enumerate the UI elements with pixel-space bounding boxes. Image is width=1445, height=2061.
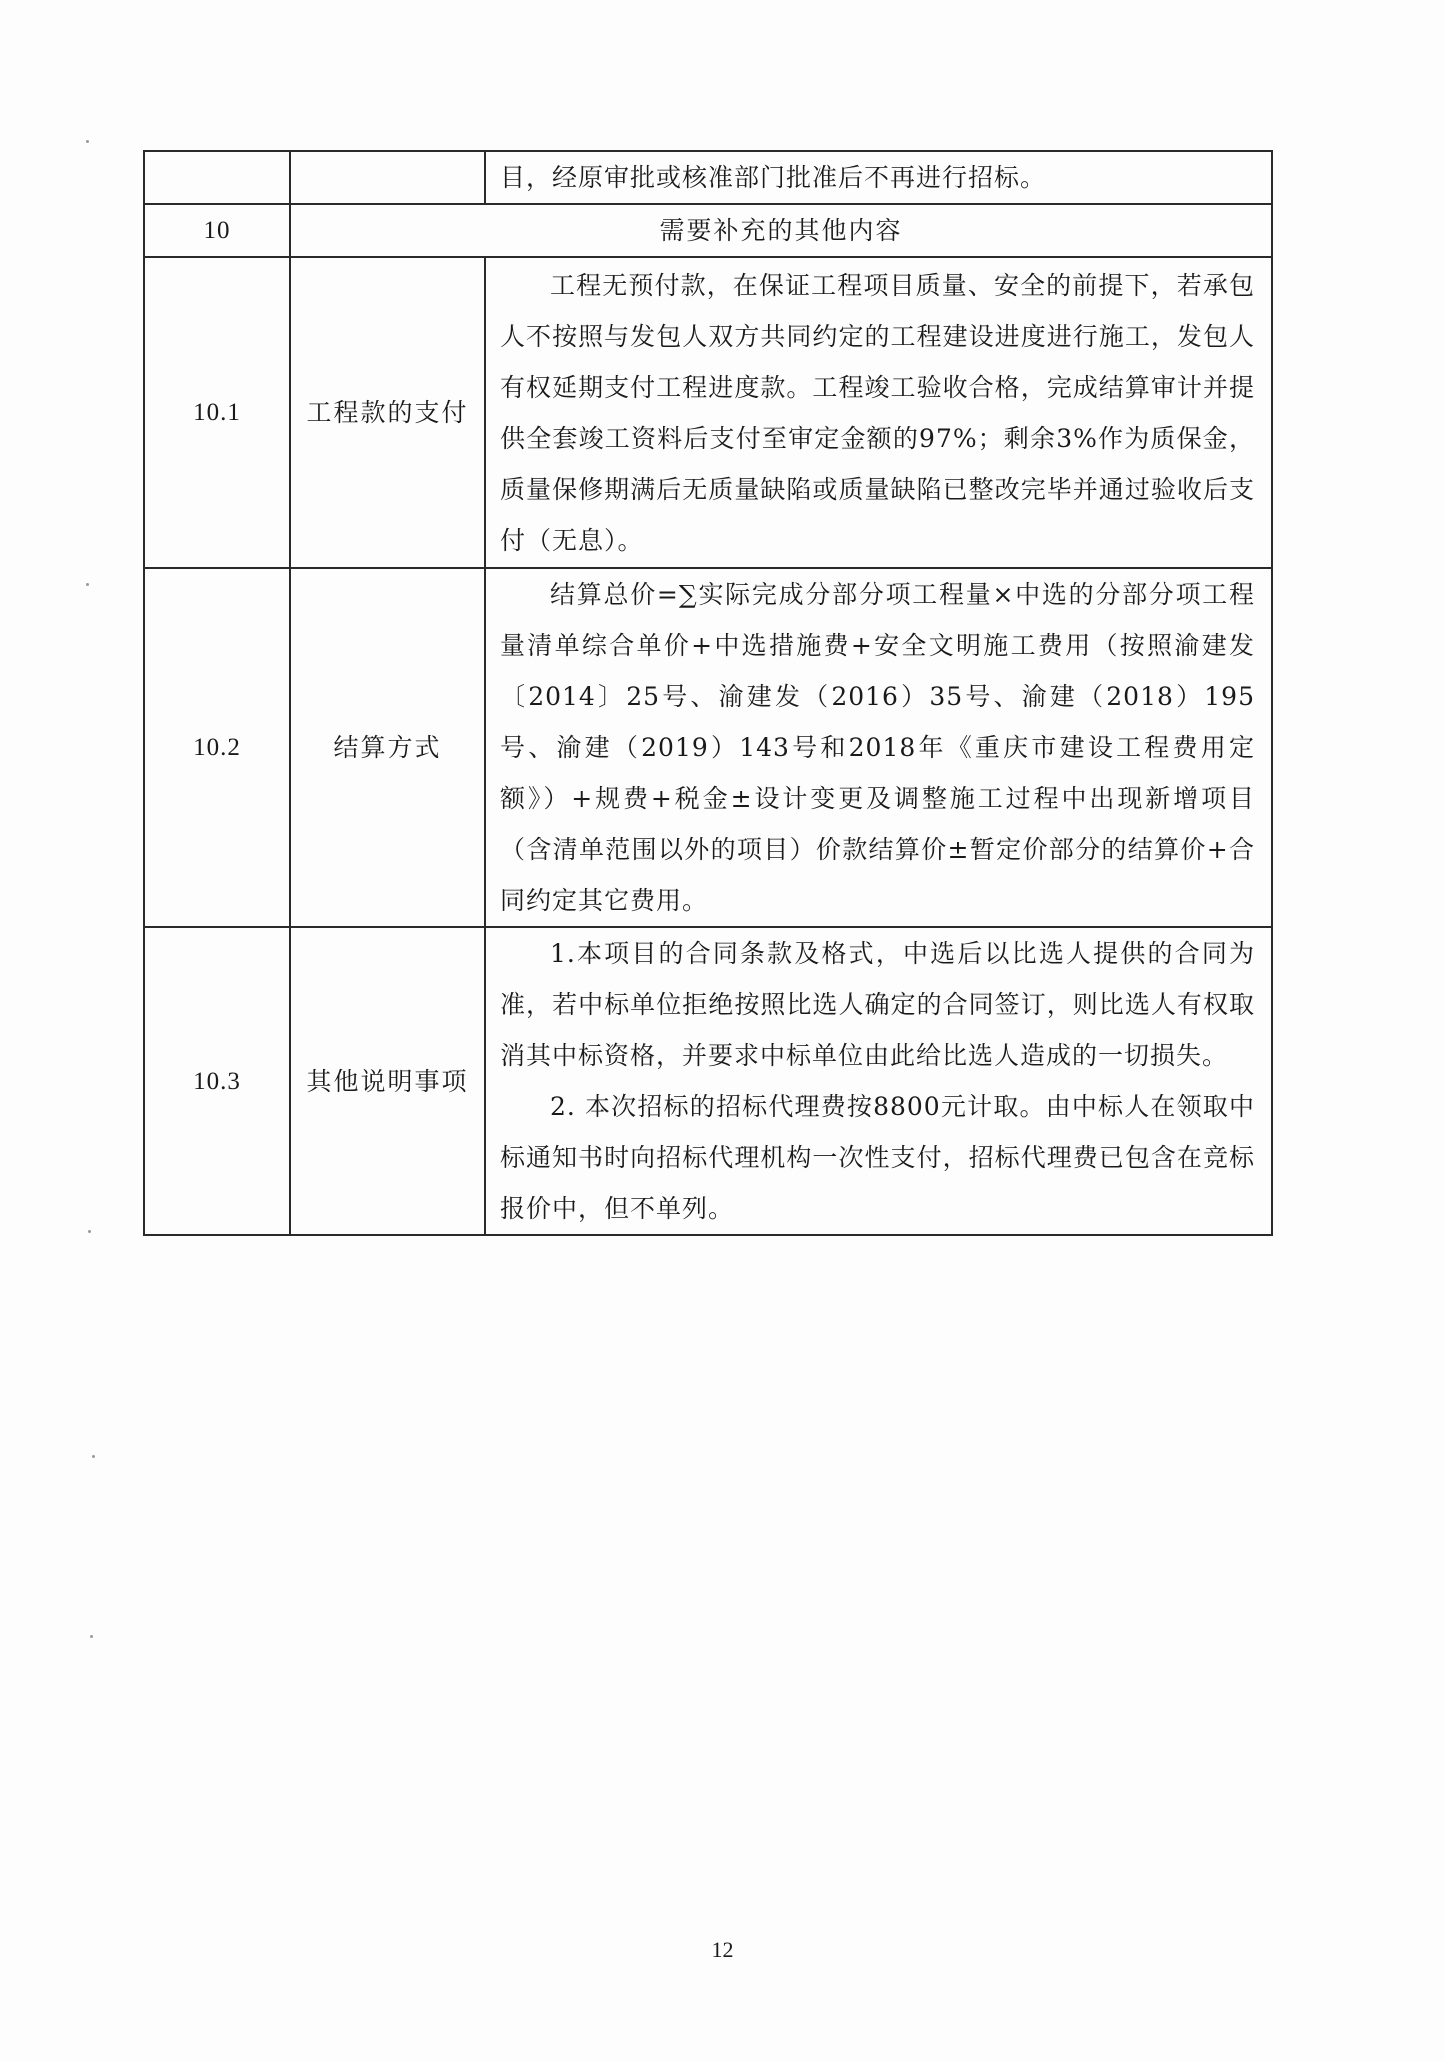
item-paragraph: 1.本项目的合同条款及格式，中选后以比选人提供的合同为准，若中标单位拒绝按照比选人确定的合同签订，则比选人有权取消其中标资格，并要求中标单位由此给比选人造成的一切损失。	[500, 939, 1255, 1070]
content-cell	[485, 151, 1272, 204]
table-row-10-2	[144, 568, 1272, 927]
supplementary-terms-table	[143, 150, 1273, 1236]
item-title: 其他说明事项	[290, 927, 485, 1235]
continuation-text: 目，经原审批或核准部门批准后不再进行招标。	[500, 163, 1047, 192]
scan-speck	[90, 1635, 93, 1638]
item-title: 工程款的支付	[290, 257, 485, 568]
table-row-10-3	[144, 927, 1272, 1235]
number-cell	[144, 151, 290, 204]
scan-speck	[88, 1230, 91, 1233]
page-number: 12	[711, 1937, 734, 1962]
scan-speck	[86, 140, 89, 143]
item-number: 10.1	[144, 257, 290, 568]
scan-speck	[92, 1455, 95, 1458]
table-row-10-1	[144, 257, 1272, 568]
section-number: 10	[144, 204, 290, 257]
item-content	[485, 927, 1272, 1235]
item-paragraph: 结算总价=∑实际完成分部分项工程量×中选的分部分项工程量清单综合单价+中选措施费+安全文明施工费用（按照渝建发〔2014〕25号、渝建发（2016）35号、渝建（2018）195号、渝建（2019）143号和2018年《重庆市建设工程费用定额》）+规费+税金±设计变更及调整施工过程中出现新增项目（含清单范围以外的项目）价款结算价±暂定价部分的结算价+合同约定其它费用。	[500, 580, 1255, 915]
title-cell	[290, 151, 485, 204]
item-number: 10.3	[144, 927, 290, 1235]
item-number: 10.2	[144, 568, 290, 927]
table-row-continuation	[144, 151, 1272, 204]
item-paragraph: 2. 本次招标的招标代理费按8800元计取。由中标人在领取中标通知书时向招标代理机构一次性支付，招标代理费已包含在竞标报价中，但不单列。	[500, 1092, 1255, 1223]
section-title: 需要补充的其他内容	[290, 204, 1272, 257]
table-row-section-10	[144, 204, 1272, 257]
item-title: 结算方式	[290, 568, 485, 927]
item-content	[485, 568, 1272, 927]
scan-speck	[86, 583, 89, 586]
item-content	[485, 257, 1272, 568]
item-paragraph: 工程无预付款，在保证工程项目质量、安全的前提下，若承包人不按照与发包人双方共同约定的工程建设进度进行施工，发包人有权延期支付工程进度款。工程竣工验收合格，完成结算审计并提供全套竣工资料后支付至审定金额的97%；剩余3%作为质保金，质量保修期满后无质量缺陷或质量缺陷已整改完毕并通过验收后支付（无息）。	[500, 270, 1255, 555]
